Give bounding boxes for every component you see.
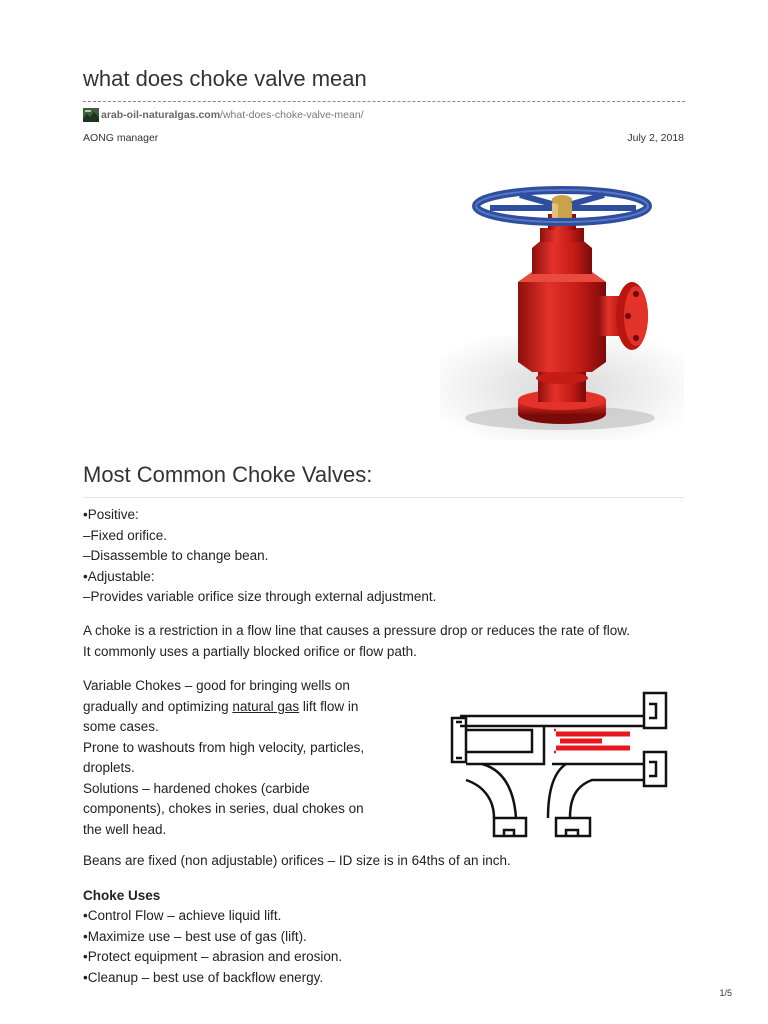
title-divider [83,101,685,102]
source-line [83,108,364,122]
list-item: •Protect equipment – abrasion and erosion. [83,949,343,964]
list-item: •Maximize use – best use of gas (lift). [83,928,307,944]
list-item: •Adjustable: [83,568,155,584]
list-item: •Control Flow – achieve liquid lift. [83,908,282,923]
paragraph-line: droplets. [83,760,135,775]
paragraph-line: the well head. [83,821,167,837]
paragraph-line: components), chokes in series, dual chokes on [83,801,364,816]
variable-chokes-paragraph [83,676,403,840]
paragraph-text: gradually and optimizing [83,698,233,714]
paragraph-line [83,697,403,718]
list-item: –Provides variable orifice size through external adjustment. [83,589,437,604]
section-heading: Most Common Choke Valves: [83,462,373,487]
source-domain: arab-oil-naturalgas.com [101,109,221,121]
paragraph-text: lift flow in [299,698,359,714]
site-favicon-icon [83,108,99,122]
valve-types-list [83,505,436,608]
natural-gas-link[interactable]: natural gas [232,698,300,714]
choke-uses-heading: Choke Uses [83,888,161,903]
choke-definition-paragraph [83,621,693,662]
page-number: 1/5 [719,988,732,998]
paragraph-line: It commonly uses a partially blocked orifice or flow path. [83,643,417,659]
choke-cross-section-diagram [444,690,670,840]
author: AONG manager [83,132,159,144]
paragraph-line: A choke is a restriction in a flow line that causes a pressure drop or reduces the rate of flow. [83,623,631,638]
list-item: –Disassemble to change bean. [83,548,269,563]
paragraph-line: Variable Chokes – good for bringing wells on [83,678,350,693]
paragraph-line: Solutions – hardened chokes (carbide [83,780,310,796]
section-divider [83,497,684,498]
page-title: what does choke valve mean [83,66,367,91]
paragraph-line: Prone to washouts from high velocity, particles, [83,739,365,755]
list-item: •Positive: [83,507,139,522]
source-link[interactable] [101,109,364,121]
choke-uses-list [83,906,342,988]
list-item: •Cleanup – best use of backflow energy. [83,969,324,985]
list-item: –Fixed orifice. [83,527,168,543]
choke-valve-image [440,186,684,440]
paragraph-line: some cases. [83,719,159,734]
beans-paragraph: Beans are fixed (non adjustable) orifices – ID size is in 64ths of an inch. [83,853,511,868]
publish-date: July 2, 2018 [627,132,684,144]
source-path: /what-does-choke-valve-mean/ [220,109,364,121]
